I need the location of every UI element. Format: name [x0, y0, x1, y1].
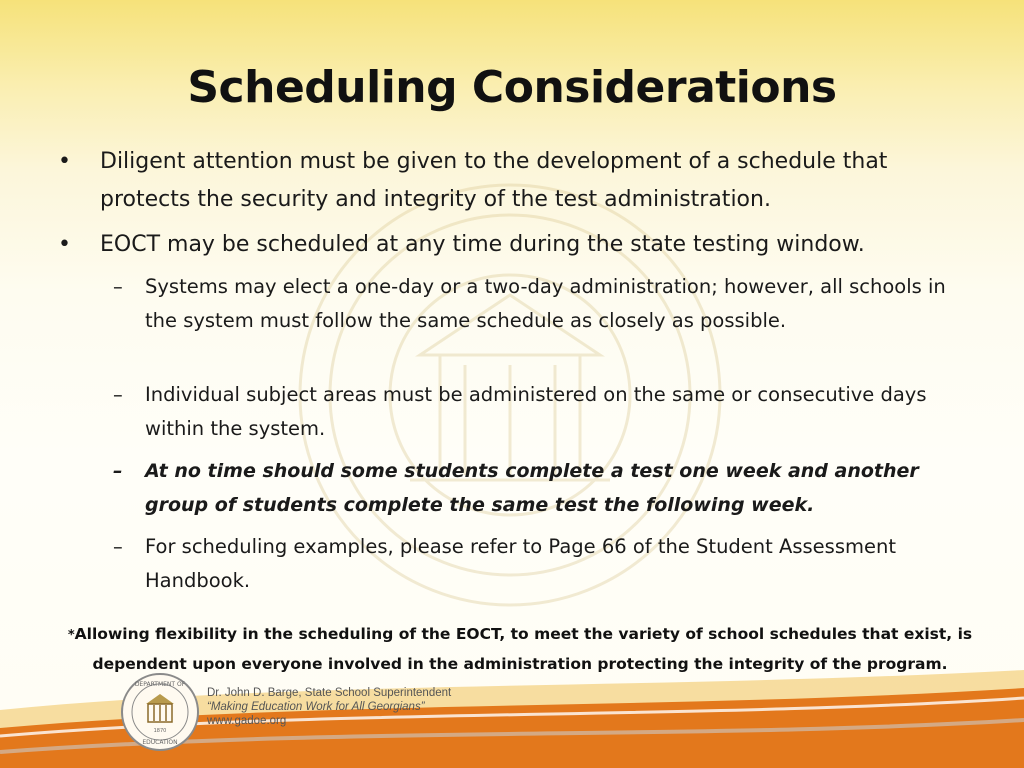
- sub-bullet-text: Systems may elect a one-day or a two-day administration; however, all schools in the system must follow the same schedule as closely as possible.: [145, 275, 946, 332]
- sub-bullet-marker: –: [113, 383, 123, 406]
- sub-bullet-item-emphasis: [113, 454, 975, 522]
- sub-bullet-marker: –: [113, 460, 123, 482]
- bullet-item: [58, 143, 980, 219]
- sub-bullet-marker: –: [113, 535, 123, 558]
- department-of-education-seal: [120, 672, 200, 752]
- bullet-text: Diligent attention must be given to the development of a schedule that protects the security and integrity of the test administration.: [100, 149, 888, 212]
- bullet-item: [58, 226, 980, 264]
- slide-title: Scheduling Considerations: [187, 62, 837, 113]
- footer-tagline: “Making Education Work for All Georgians”: [207, 701, 425, 713]
- seal-text-bottom: EDUCATION: [142, 739, 178, 746]
- sub-bullet-text: Individual subject areas must be administered on the same or consecutive days within the system.: [145, 383, 927, 440]
- footer-website-link[interactable]: www.gadoe.org: [207, 715, 287, 727]
- sub-bullet-text: At no time should some students complete a test one week and another group of students complete the same test the following week.: [145, 460, 919, 516]
- sub-bullet-item: [113, 270, 975, 338]
- footnote-asterisk: *: [67, 628, 75, 643]
- seal-text-top: DEPARTMENT OF: [134, 681, 186, 688]
- bullet-text: EOCT may be scheduled at any time during the state testing window.: [100, 232, 865, 257]
- superintendent-name: Dr. John D. Barge, State School Superintendent: [207, 687, 452, 699]
- sub-bullet-marker: –: [113, 275, 123, 298]
- footer-signature: [207, 686, 451, 728]
- footnote-text: Allowing flexibility in the scheduling of the EOCT, to meet the variety of school schedules that exist, is dependent upon everyone involved in the administration protecting the integrity of the program.: [74, 625, 973, 673]
- seal-year: 1870: [153, 728, 167, 734]
- sub-bullet-item: [113, 530, 975, 598]
- sub-bullet-item: [113, 378, 975, 446]
- footnote: [60, 620, 980, 678]
- bullet-marker: •: [58, 149, 71, 174]
- bullet-marker: •: [58, 232, 71, 257]
- sub-bullet-text: For scheduling examples, please refer to Page 66 of the Student Assessment Handbook.: [145, 535, 896, 592]
